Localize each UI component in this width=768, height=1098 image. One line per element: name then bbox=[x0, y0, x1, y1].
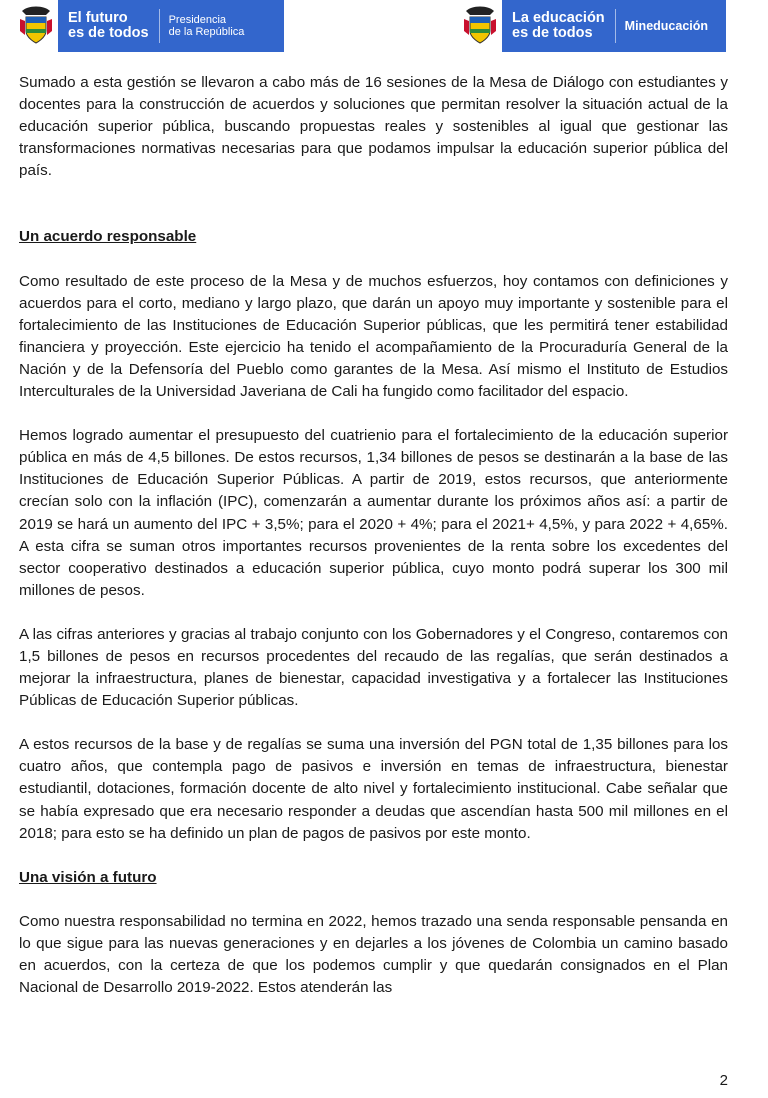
banner-slogan-line1: El futuro bbox=[68, 10, 128, 26]
page-number: 2 bbox=[719, 1072, 728, 1089]
banner-entity: Mineducación bbox=[624, 19, 709, 33]
header-banner-presidencia bbox=[14, 0, 284, 52]
paragraph-presupuesto: Hemos logrado aumentar el presupuesto del cuatrienio para el fortalecimiento de la educación superior pública en más de 4,5 billones. De estos recursos, 1,34 billones de pesos se destinarán a la base de las Instituciones de Educación Superior Públicas. A partir de 2019, estos recursos, que anteriormente crecían solo con la inflación (IPC), comenzarán a aumentar durante los próximos años así: a partir de 2019 se hará un aumento del IPC + 3,5%; para el 2020 + 4%; para el 2021+ 4,5%, y para 2022 + 4,65%. A esta cifra se suman otros importantes recursos provenientes de la renta sobre los excedentes del sector cooperativo destinados a educación superior pública, cuyo monto podrá superar los 300 mil millones de pesos. bbox=[19, 427, 728, 599]
banner-entity bbox=[160, 14, 245, 38]
header-banner-mineducacion bbox=[458, 0, 726, 52]
section-heading-acuerdo: Un acuerdo responsable bbox=[19, 228, 197, 246]
banner-slogan-line2: es de todos bbox=[512, 25, 593, 41]
banner-slogan-line1: La educación bbox=[512, 10, 605, 26]
paragraph-resultado: Como resultado de este proceso de la Mesa y de muchos esfuerzos, hoy contamos con definiciones y acuerdos para el corto, mediano y largo plazo, que darán un apoyo muy importante y sostenible para el fortalecimiento de las Instituciones de Educación Superior públicas, que les permitirá tener estabilidad financiera y proyección. Este ejercicio ha tenido el acompañamiento de la Procuraduría General de la Nación y de la Defensoría del Pueblo como garantes de la Mesa. Así mismo el Instituto de Estudios Interculturales de la Universidad Javeriana de Cali ha fungido como facilitador del espacio. bbox=[19, 272, 728, 401]
section-heading-vision: Una visión a futuro bbox=[19, 868, 157, 886]
coat-of-arms-icon bbox=[458, 0, 502, 52]
banner-slogan bbox=[58, 11, 159, 41]
paragraph-pgn: A estos recursos de la base y de regalías se suma una inversión del PGN total de 1,35 billones para los cuatro años, que contempla pago de pasivos e inversión en temas de infraestructura, bienestar estudiantil, dotaciones, formación docente de alto nivel y fortalecimiento institucional. Cabe señalar que se había expresado que era necesario responder a deudas que ascendían hasta 500 mil millones en el 2018; para esto se ha definido un plan de pagos de pasivos por este monto. bbox=[19, 736, 728, 842]
banner-entity-line2: de la República bbox=[168, 26, 245, 38]
document-body bbox=[19, 72, 728, 999]
paragraph-vision: Como nuestra responsabilidad no termina en 2022, hemos trazado una senda responsable pensanda en lo que sigue para las nuevas generaciones y en dejarles a los jóvenes de Colombia un camino basado en acuerdos, con la certeza de que los podemos cumplir y que quedarán consignados en el Plan Nacional de Desarrollo 2019-2022. Estos atenderán las bbox=[19, 912, 728, 997]
paragraph-regalias: A las cifras anteriores y gracias al trabajo conjunto con los Gobernadores y el Congreso, contaremos con 1,5 billones de pesos en recursos procedentes del recaudo de las regalías, que serán destinados a mejorar la infraestructura, planes de bienestar, capacidad investigativa y a fortalecer las Instituciones Públicas de Educación Superior públicas. bbox=[19, 625, 728, 710]
banner-entity-line1: Presidencia bbox=[168, 14, 227, 26]
coat-of-arms-icon bbox=[14, 0, 58, 52]
banner-slogan-line2: es de todos bbox=[68, 25, 149, 41]
banner-slogan bbox=[502, 11, 615, 41]
paragraph-mesa-dialogo: Sumado a esta gestión se llevaron a cabo más de 16 sesiones de la Mesa de Diálogo con estudiantes y docentes para la construcción de acuerdos y soluciones que permitan resolver la situación actual de la educación superior pública, buscando propuestas reales y sostenibles al igual que gestionar las transformaciones normativas necesarias para que podamos impulsar la educación superior pública del país. bbox=[19, 74, 728, 180]
